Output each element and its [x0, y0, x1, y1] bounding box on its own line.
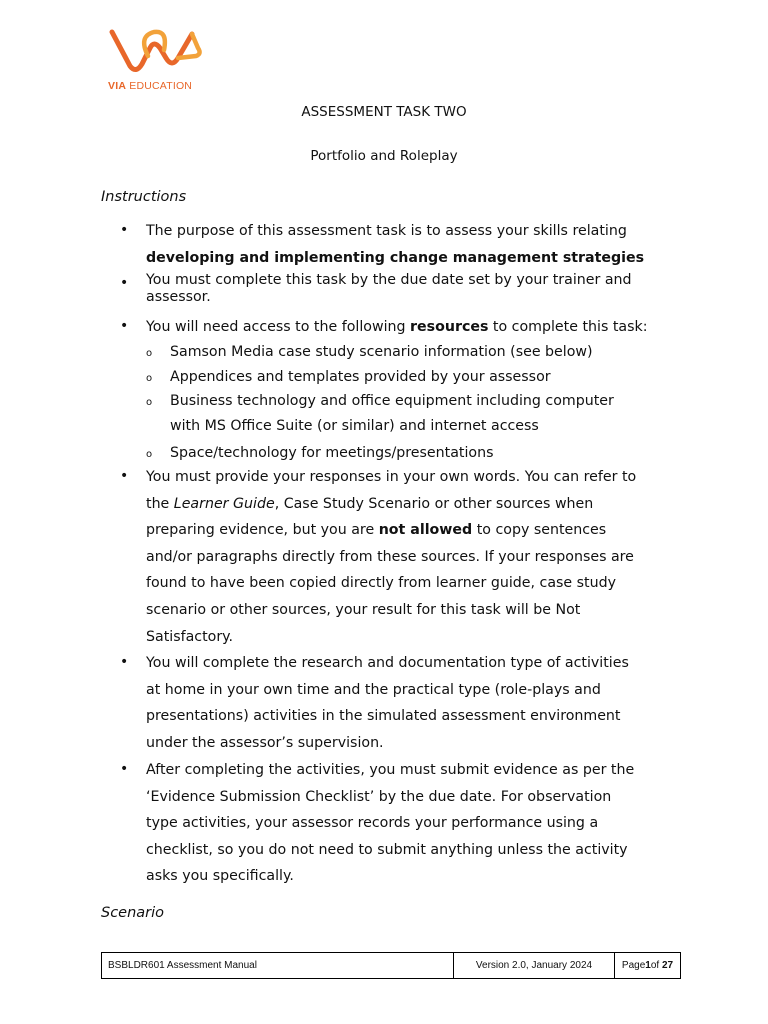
footer-page-number: Page 1 of 27 — [621, 960, 674, 971]
sub-bullet-icon: o — [146, 348, 153, 359]
sub-list-item: Space/technology for meetings/presentations — [170, 445, 494, 461]
sub-list-item: Samson Media case study scenario information (see below) — [170, 344, 593, 360]
logo-text: VIA EDUCATION — [108, 80, 193, 92]
sub-bullet-icon: o — [146, 449, 153, 460]
footer-version: Version 2.0, January 2024 — [454, 953, 615, 978]
scenario-heading: Scenario — [101, 905, 165, 921]
bullet-icon: • — [120, 761, 129, 777]
bullet-icon: • — [120, 468, 129, 484]
page-title: ASSESSMENT TASK TWO — [301, 104, 467, 120]
bullet-icon: • — [120, 222, 129, 238]
list-item: After completing the activities, you must submit evidence as per the ‘Evidence Submission Checklist’ by the due date. For observation type activities, your assessor records your performance using a checklist, so you do not need to submit anything unless the activity asks you specifically. — [146, 762, 635, 885]
instructions-heading: Instructions — [101, 189, 187, 205]
sub-list-item: Appendices and templates provided by your assessor — [170, 369, 551, 385]
list-item: You will complete the research and documentation type of activities at home in your own time and the practical type (role-plays and presentations) activities in the simulated assessment environment under the assessor’s supervision. — [146, 655, 629, 751]
page-footer — [101, 952, 681, 979]
sub-bullet-icon: o — [146, 373, 153, 384]
bullet-icon: • — [120, 275, 129, 291]
sub-list-item: Business technology and office equipment including computer with MS Office Suite (or similar) and internet access — [170, 393, 614, 434]
footer-manual: BSBLDR601 Assessment Manual — [102, 953, 454, 978]
list-item: You will need access to the following resources to complete this task: — [146, 319, 648, 335]
list-item: You must provide your responses in your own words. You can refer to the Learner Guide, Case Study Scenario or other sources when preparing evidence, but you are not allowed to copy sentences and/or paragraphs directly from these sources. If your responses are found to have been copied directly from learner guide, case study scenario or other sources, your result for this task will be Not Satisfactory. — [146, 469, 637, 645]
sub-bullet-icon: o — [146, 397, 153, 408]
list-item: You must complete this task by the due date set by your trainer and assessor. — [146, 272, 632, 305]
via-education-logo — [108, 26, 204, 94]
logo-mark-icon — [108, 26, 204, 76]
bullet-icon: • — [120, 318, 129, 334]
list-item: The purpose of this assessment task is to assess your skills relating developing and implementing change management strategies — [146, 223, 645, 266]
bullet-icon: • — [120, 654, 129, 670]
page-subtitle: Portfolio and Roleplay — [310, 148, 458, 164]
